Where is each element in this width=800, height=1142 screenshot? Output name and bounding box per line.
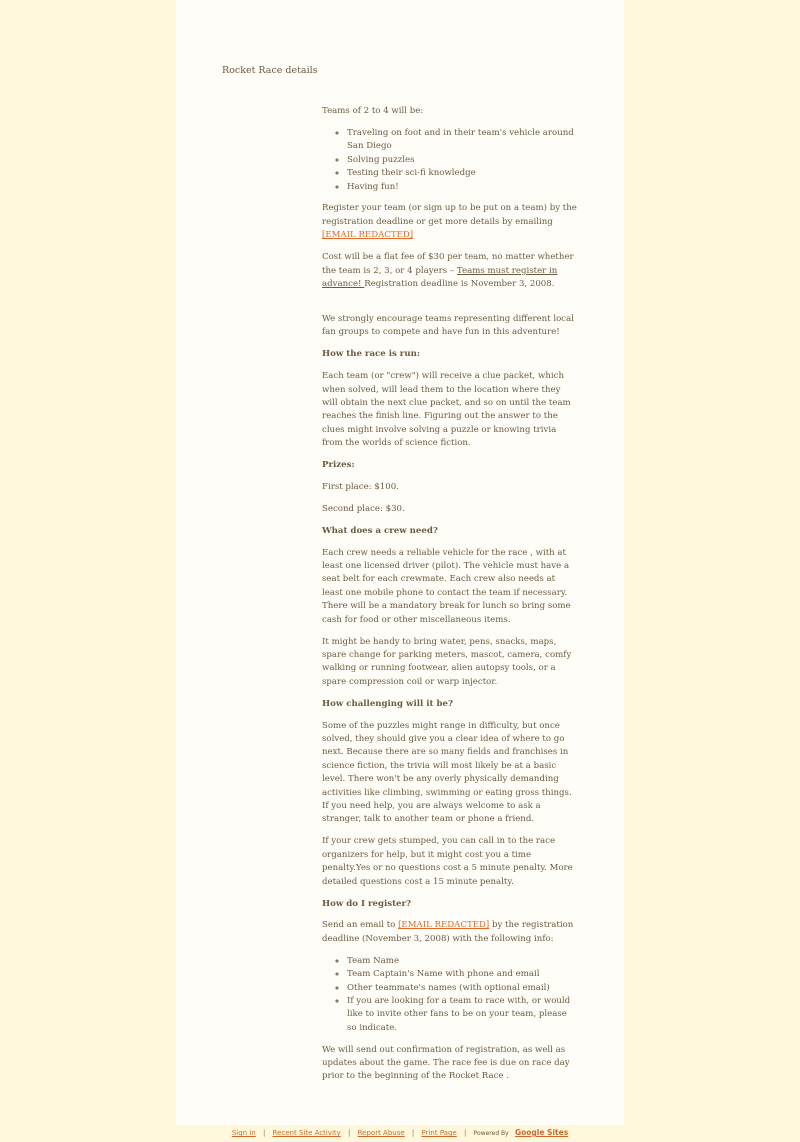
send-email-paragraph — [322, 919, 578, 946]
cost-text: Cost will be a flat fee of $30 per team, no matter whether the team is 2, 3, or 4 players – — [322, 252, 574, 276]
prizes-heading: Prizes: — [322, 460, 355, 471]
challenge-heading: How challenging will it be? — [322, 698, 453, 709]
intro-text: Teams of 2 to 4 will be: — [322, 106, 424, 116]
powered-by-text: Powered By — [473, 1130, 509, 1137]
recent-activity-link[interactable]: Recent Site Activity — [272, 1129, 341, 1137]
page-title: Rocket Race details — [222, 65, 318, 76]
footer-separator: | — [411, 1129, 415, 1137]
footer-separator: | — [464, 1129, 467, 1137]
deadline-text: Registration deadline is November 3, 2008. — [364, 278, 555, 289]
footer-separator: | — [262, 1129, 266, 1137]
report-abuse-link[interactable]: Report Abuse — [357, 1129, 405, 1137]
cost-paragraph — [322, 251, 578, 291]
second-place-text: Second place: $30. — [322, 503, 405, 514]
confirmation-paragraph: We will send out confirmation of registration, as well as updates about the game. The race fee is due on race day prior to the beginning of the Rocket Race . — [322, 1044, 570, 1082]
challenge-paragraph: Some of the puzzles might range in difficulty, but once solved, they should give you a clear idea of where to go next. Because there are so many fields and franchises in science fiction, the trivia will most likely be at a basic level. There won't be any overly physically demanding activities like climbing, swimming or eating gross things. If you need help, you are always welcome to ask a stranger, talk to another team or phone a friend. — [322, 720, 572, 825]
list-item: ◦ Solving puzzles — [347, 154, 578, 167]
send-post-text: by the registration deadline (November 3, 2008) with the following info: — [322, 920, 574, 944]
email-link[interactable]: [EMAIL REDACTED] — [322, 230, 414, 241]
email-link[interactable]: [EMAIL REDACTED] — [398, 920, 490, 931]
register-text: Register your team (or sign up to be put on a team) by the registration deadline or get more details by emailing — [322, 203, 577, 227]
handy-paragraph: It might be handy to bring water, pens, snacks, maps, spare change for parking meters, mascot, camera, comfy walking or running footwear, alien autopsy tools, or a spare compression coil or warp injector. — [322, 636, 572, 687]
how-run-heading: How the race is run: — [322, 349, 420, 360]
register-paragraph — [322, 202, 578, 242]
list-item: ◦ Traveling on foot and in their team's vehicle around San Diego — [347, 127, 578, 154]
first-place-text: First place: $100. — [322, 481, 399, 492]
google-sites-link[interactable]: Google Sites — [514, 1128, 569, 1137]
crew-need-heading: What does a crew need? — [322, 525, 438, 536]
print-page-link[interactable]: Print Page — [421, 1129, 457, 1137]
page-content-area — [176, 0, 624, 1125]
footer-separator: | — [348, 1129, 351, 1137]
list-item: ◦ Team Name — [347, 955, 578, 968]
footer — [0, 1128, 800, 1137]
sign-in-link[interactable]: Sign in — [231, 1129, 256, 1137]
article-body — [322, 105, 578, 1092]
how-run-paragraph: Each team (or "crew") will receive a clue packet, which when solved, will lead them to the location where they will obtain the next clue packet, and so on until the team reaches the finish line. Figuring out the answer to the clues might involve solving a puzzle or knowing trivia from the worlds of science fiction. — [322, 371, 571, 449]
stumped-paragraph: If your crew gets stumped, you can call in to the race organizers for help, but it might cost you a time penalty.Yes or no questions cost a 5 minute penalty. More detailed questions cost a 15 minute penalty. — [322, 836, 573, 887]
register-advance-link[interactable]: Teams must register in advance! — [322, 265, 558, 289]
list-item: ◦ Team Captain's Name with phone and email — [347, 968, 578, 981]
list-item: ◦ If you are looking for a team to race with, or would like to invite other fans to be on your team, please so indicate. — [347, 995, 578, 1035]
encourage-paragraph: We strongly encourage teams representing different local fan groups to compete and have fun in this adventure! — [322, 313, 574, 338]
send-pre-text: Send an email to — [322, 920, 399, 931]
info-list — [322, 955, 578, 1035]
list-item: ◦ Testing their sci-fi knowledge — [347, 167, 578, 180]
activities-list — [322, 127, 578, 194]
crew-need-paragraph: Each crew needs a reliable vehicle for the race , with at least one licensed driver (pilot). The vehicle must have a seat belt for each crewmate. Each crew also needs at least one mobile phone to contact the team if necessary. There will be a mandatory break for lunch so bring some cash for food or other miscellaneous items. — [322, 547, 571, 625]
list-item: ◦ Having fun! — [347, 181, 578, 194]
register-heading: How do I register? — [322, 898, 412, 909]
list-item: ◦ Other teammate's names (with optional email) — [347, 982, 578, 995]
